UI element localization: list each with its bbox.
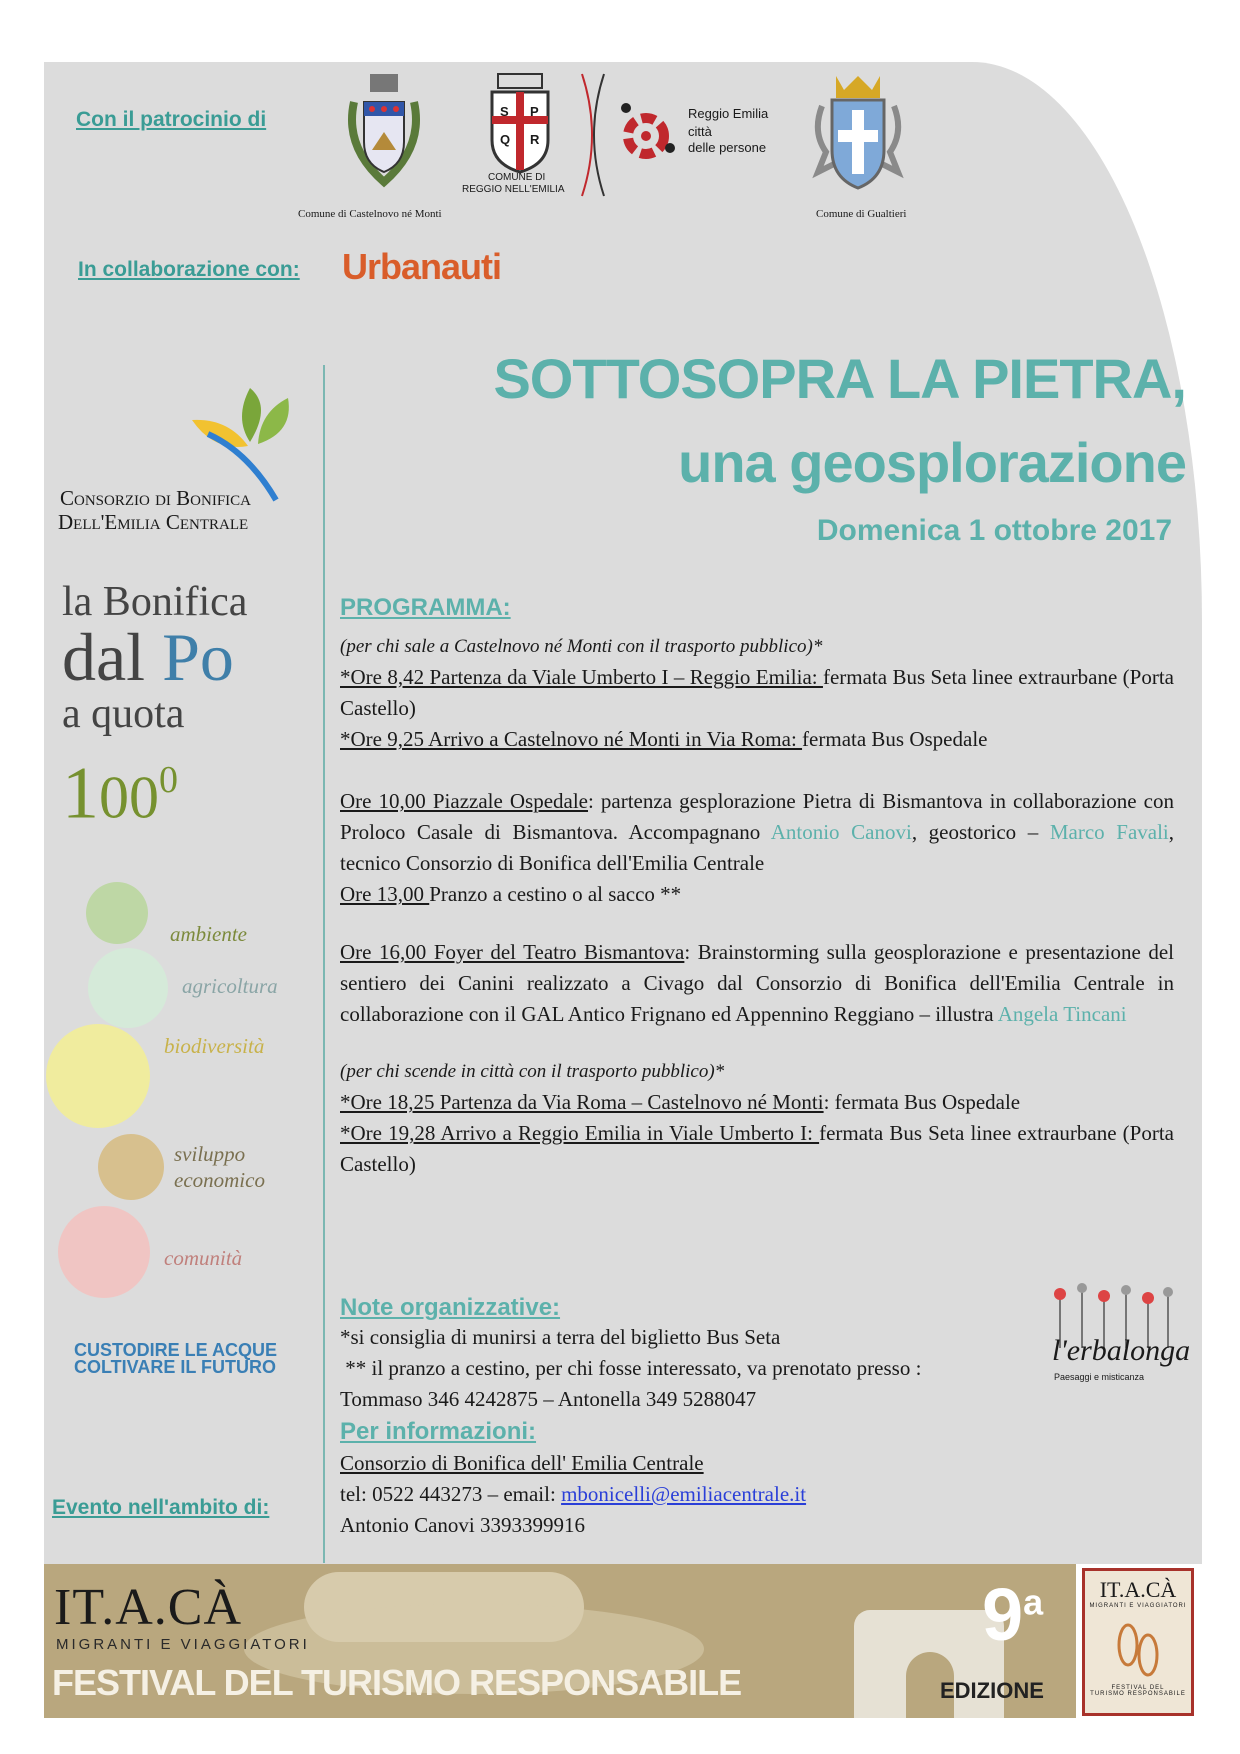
stamp-title: IT.A.CÀ (1099, 1577, 1177, 1602)
info-tel: tel: 0522 443273 – email: (340, 1482, 562, 1506)
program-item (340, 786, 1174, 879)
reggio-spqr-crest-logo (470, 72, 570, 176)
program-item-text: , geostorico – (911, 820, 1050, 844)
event-title-line2: una geosplorazione (678, 431, 1186, 494)
consorzio-line2: Dell'Emilia Centrale (58, 510, 249, 534)
gualtieri-caption: Comune di Gualtieri (816, 208, 907, 220)
program-item-time: *Ore 9,25 Arrivo a Castelnovo né Monti in Via Roma: (340, 727, 803, 751)
consorzio-line1: Consorzio di Bonifica (60, 486, 252, 510)
info-consorzio: Consorzio di Bonifica dell' Emilia Centrale (340, 1451, 704, 1475)
theme-ambiente: ambiente (170, 922, 247, 946)
bonifica-1: 1 (62, 752, 99, 835)
note-heading: Note organizzative: (340, 1294, 561, 1321)
theme-comunita: comunità (164, 1246, 243, 1270)
theme-sviluppo: sviluppo (174, 1142, 246, 1166)
sviluppo-icon (98, 1134, 164, 1200)
banner-festival: FESTIVAL DEL TURISMO RESPONSABILE (52, 1662, 742, 1703)
castelnovo-crest-logo (334, 72, 434, 202)
info-contact-line (340, 1479, 806, 1510)
spqr-r: R (530, 132, 540, 147)
program-item (340, 724, 1174, 755)
program-item (340, 879, 1174, 910)
bonifica-dal: dal (62, 619, 163, 695)
reggio-city-1: Reggio Emilia (688, 106, 769, 121)
program-item (340, 937, 1174, 1030)
banner-itaca: IT.A.CÀ (54, 1579, 243, 1636)
theme-economico: economico (174, 1168, 265, 1192)
program-item-text: : Brainstorming sulla geosplorazione e presentazione del sentiero dei Canini realizzato a Civago dal Consorzio di Bonifica dell'Emilia Centrale in collaborazione con il GAL Antico Frignano ed Appennino Reggiano – illustra (340, 940, 1174, 1026)
programma-body (340, 632, 1174, 1180)
itaca-banner (44, 1564, 1076, 1718)
program-item-time: Ore 13,00 (340, 882, 430, 906)
footprints-icon (1108, 1615, 1168, 1685)
vertical-divider (323, 365, 325, 1563)
itaca-stamp-logo (1082, 1568, 1194, 1716)
bonifica-line3: a quota (62, 691, 185, 737)
banner-migranti: MIGRANTI E VIAGGIATORI (56, 1636, 310, 1653)
collaborazione-label: In collaborazione con: (78, 258, 300, 281)
program-item-time: *Ore 19,28 Arrivo a Reggio Emilia in Viale Umberto I: (340, 1121, 820, 1145)
stamp-sub1: MIGRANTI E VIAGGIATORI (1089, 1603, 1187, 1609)
event-date: Domenica 1 ottobre 2017 (816, 514, 1172, 547)
program-item-text: fermata Bus Seta linee extraurbane (Porta Castello) (340, 665, 1174, 720)
guide-name: Antonio Canovi (770, 820, 912, 844)
patrocinio-label: Con il patrocinio di (76, 108, 267, 131)
bonifica-00: 00 (99, 764, 159, 831)
reggio-comune-caption-1: COMUNE DI (488, 172, 546, 183)
banner-nona-number: 9 (982, 1573, 1024, 1656)
stamp-sub3: TURISMO RESPONSABILE (1090, 1691, 1186, 1697)
note-line-3: Tommaso 346 4242875 – Antonella 349 5288047 (340, 1387, 757, 1411)
programma-heading: PROGRAMMA: (340, 594, 511, 621)
erbalonga-tagline: Paesaggi e misticanza (1054, 1372, 1145, 1382)
bonifica-line1: la Bonifica (62, 579, 248, 625)
event-title-line1: SOTTOSOPRA LA PIETRA, (493, 347, 1186, 410)
program-item-text: Pranzo a cestino o al sacco ** (429, 882, 682, 906)
note-line-1: *si consiglia di munirsi a terra del biglietto Bus Seta (340, 1325, 781, 1349)
custodire-line1: CUSTODIRE LE ACQUE (74, 1340, 278, 1360)
info-canovi: Antonio Canovi 3393399916 (340, 1513, 585, 1537)
spqr-p: P (530, 104, 539, 119)
parentheses-divider (572, 72, 612, 198)
stamp-sub2: FESTIVAL DEL (1111, 1685, 1165, 1691)
banner-edizione: EDIZIONE (940, 1678, 1044, 1703)
consorzio-leaf-icon (188, 382, 300, 502)
evento-label: Evento nell'ambito di: (52, 1496, 270, 1519)
theme-agricoltura: agricoltura (182, 974, 278, 998)
banner-nona (982, 1572, 1043, 1657)
guide-name: Marco Favali (1049, 820, 1169, 844)
custodire-slogan (74, 1342, 277, 1376)
reggio-city-2: città (688, 124, 712, 139)
urbanauti-logo: Urbanauti (342, 246, 502, 287)
scende-note: (per chi scende in città con il trasporto pubblico)* (340, 1061, 725, 1082)
program-item-time: *Ore 8,42 Partenza da Viale Umberto I – Reggio Emilia: (340, 665, 823, 689)
sale-note: (per chi sale a Castelnovo né Monti con il trasporto pubblico)* (340, 636, 823, 657)
email-link[interactable]: mbonicelli@emiliacentrale.it (561, 1482, 807, 1506)
program-item-time: *Ore 18,25 Partenza da Via Roma – Castelnovo né Monti (340, 1090, 824, 1114)
info-heading: Per informazioni: (340, 1418, 537, 1445)
program-item (340, 662, 1174, 724)
reggio-city-3: delle persone (688, 140, 767, 155)
theme-biodiversita: biodiversità (164, 1034, 265, 1058)
reggio-comune-caption-2: REGGIO NELL'EMILIA (462, 184, 565, 195)
program-item (340, 1118, 1174, 1180)
comunita-icon (58, 1206, 150, 1298)
ambiente-icon (86, 882, 148, 944)
program-item-text: : partenza gesplorazione Pietra di Bismantova in collaborazione con Proloco Casale di Bismantova. Accompagnano (340, 789, 1174, 844)
program-item-text: : fermata Bus Ospedale (823, 1090, 1021, 1114)
program-item-time: Ore 10,00 Piazzale Ospedale (340, 789, 589, 813)
reggio-citta-persone-icon (612, 98, 680, 168)
program-item-text: fermata Bus Seta linee extraurbane (Porta Castello) (340, 1121, 1174, 1176)
bonifica-po: Po (162, 619, 234, 695)
castelnovo-caption: Comune di Castelnovo né Monti (298, 208, 442, 220)
erbalonga-name: l'erbalonga (1052, 1334, 1191, 1367)
banner-nona-sup: a (1023, 1581, 1044, 1623)
agricoltura-icon (88, 948, 168, 1028)
biodiversita-icon (46, 1024, 150, 1128)
gualtieri-crest-logo (808, 72, 908, 200)
custodire-line2: COLTIVARE IL FUTURO (74, 1357, 276, 1377)
program-item-text: fermata Bus Ospedale (802, 727, 988, 751)
spqr-s: S (500, 104, 509, 119)
guide-name: Angela Tincani (997, 1002, 1127, 1026)
bonifica-line4 (62, 742, 178, 836)
bonifica-line2 (62, 619, 234, 695)
bonifica-0: 0 (159, 759, 178, 801)
spqr-q: Q (500, 132, 511, 147)
program-item (340, 1087, 1174, 1118)
program-item-time: Ore 16,00 Foyer del Teatro Bismantova (340, 940, 685, 964)
note-line-2: ** il pranzo a cestino, per chi fosse interessato, va prenotato presso : (340, 1356, 922, 1380)
program-item-text: , tecnico Consorzio di Bonifica dell'Emilia Centrale (340, 820, 1175, 875)
